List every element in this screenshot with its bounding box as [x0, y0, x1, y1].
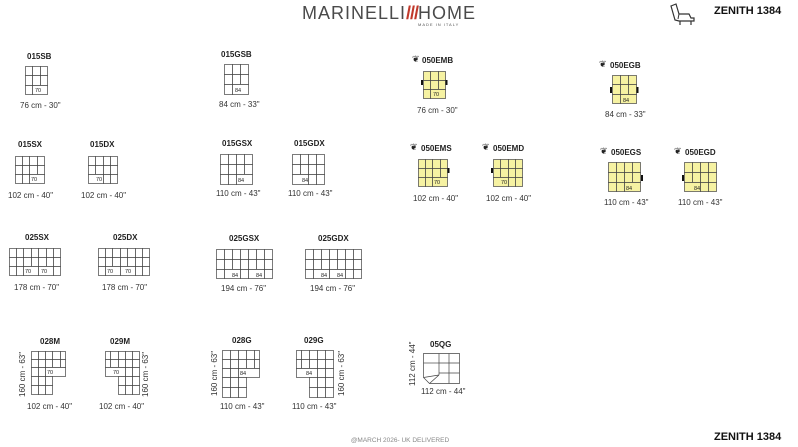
- unit-size: 84 cm - 33": [219, 100, 260, 109]
- unit-size: 102 cm - 40": [27, 402, 73, 411]
- recliner-chair-icon: [667, 2, 697, 26]
- unit-diagram-050EMD: [493, 159, 527, 189]
- unit-diagram-025SX: [9, 248, 63, 278]
- svg-text:84: 84: [321, 273, 328, 279]
- unit-size: 84 cm - 33": [605, 110, 646, 119]
- leaf-power-icon: ❦: [482, 142, 490, 152]
- unit-side-size: 160 cm - 63": [18, 351, 27, 397]
- unit-diagram-050EGB: [612, 75, 640, 105]
- unit-diagram-025GSX: [216, 249, 276, 281]
- unit-size: 194 cm - 76": [221, 284, 267, 293]
- unit-code: 025DX: [113, 233, 138, 242]
- unit-diagram-015GSB: [224, 64, 250, 96]
- unit-diagram-015SB: [25, 66, 49, 96]
- leaf-power-icon: ❦: [412, 54, 420, 64]
- unit-diagram-025GDX: [305, 249, 365, 281]
- leaf-power-icon: ❦: [599, 59, 607, 69]
- unit-code: 028M: [40, 337, 61, 346]
- svg-text:84: 84: [337, 273, 344, 279]
- unit-code: 050EGD: [685, 148, 716, 157]
- unit-code: 015DX: [90, 140, 115, 149]
- unit-diagram-050EMS: [418, 159, 452, 189]
- unit-size: 102 cm - 40": [8, 191, 54, 200]
- unit-code: 05QG: [430, 340, 452, 349]
- unit-diagram-015GDX: [292, 154, 326, 186]
- svg-text:70: 70: [434, 180, 441, 186]
- unit-code: 025GSX: [229, 234, 260, 243]
- unit-code: 015GSX: [222, 139, 253, 148]
- svg-text:84: 84: [302, 178, 309, 184]
- model-title-top: ZENITH 1384: [714, 5, 782, 17]
- brand-name: MARINELLI///HOME: [302, 3, 477, 23]
- unit-side-size: 160 cm - 63": [337, 350, 346, 396]
- unit-size: 102 cm - 40": [413, 194, 459, 203]
- footer-note: @MARCH 2026- UK DELIVERED: [350, 437, 450, 444]
- svg-text:84: 84: [235, 88, 242, 94]
- svg-text:84: 84: [623, 98, 630, 104]
- unit-code: 029G: [304, 336, 324, 345]
- svg-text:70: 70: [41, 269, 48, 275]
- leaf-power-icon: ❦: [674, 146, 682, 156]
- unit-diagram-028G: [222, 350, 262, 400]
- unit-code: 015GDX: [294, 139, 325, 148]
- svg-text:70: 70: [25, 269, 32, 275]
- unit-code: 025GDX: [318, 234, 349, 243]
- svg-text:70: 70: [35, 88, 42, 94]
- unit-code: 050EGB: [610, 61, 641, 70]
- unit-size: 76 cm - 30": [417, 106, 458, 115]
- unit-diagram-015SX: [15, 156, 47, 186]
- unit-code: 050EMS: [421, 144, 452, 153]
- unit-size: 110 cm - 43": [678, 198, 723, 207]
- unit-diagram-025DX: [98, 248, 152, 278]
- model-title-bottom: ZENITH 1384: [714, 431, 782, 443]
- unit-diagram-029G: [296, 350, 336, 400]
- unit-code: 028G: [232, 336, 252, 345]
- unit-diagram-050EGS: [608, 162, 646, 194]
- unit-code: 050EGS: [611, 148, 642, 157]
- svg-text:70: 70: [125, 269, 132, 275]
- unit-code: 029M: [110, 337, 131, 346]
- unit-code: 015SB: [27, 52, 52, 61]
- svg-text:84: 84: [232, 273, 239, 279]
- unit-size: 112 cm - 44": [421, 387, 466, 396]
- unit-size: 76 cm - 30": [20, 101, 61, 110]
- leaf-power-icon: ❦: [600, 146, 608, 156]
- svg-text:70: 70: [501, 180, 508, 186]
- brand-logo: [302, 3, 502, 29]
- svg-text:84: 84: [306, 371, 313, 377]
- unit-size: 110 cm - 43": [220, 402, 265, 411]
- unit-code: 025SX: [25, 233, 50, 242]
- leaf-power-icon: ❦: [410, 142, 418, 152]
- unit-diagram-015DX: [88, 156, 120, 186]
- svg-text:70: 70: [31, 177, 38, 183]
- unit-size: 102 cm - 40": [81, 191, 127, 200]
- svg-text:70: 70: [96, 177, 103, 183]
- unit-size: 194 cm - 76": [310, 284, 356, 293]
- svg-text:84: 84: [626, 186, 633, 192]
- svg-text:84: 84: [694, 186, 701, 192]
- unit-size: 110 cm - 43": [216, 189, 261, 198]
- unit-side-size: 160 cm - 63": [141, 351, 150, 397]
- unit-size: 102 cm - 40": [99, 402, 145, 411]
- unit-diagram-05QG: [423, 353, 461, 385]
- unit-size: 102 cm - 40": [486, 194, 532, 203]
- unit-size: 178 cm - 70": [102, 283, 148, 292]
- unit-diagram-050EMB: [423, 71, 451, 101]
- unit-size: 178 cm - 70": [14, 283, 60, 292]
- svg-text:70: 70: [113, 370, 120, 376]
- unit-code: 050EMD: [493, 144, 525, 153]
- unit-size: 110 cm - 43": [604, 198, 649, 207]
- unit-diagram-050EGD: [684, 162, 722, 194]
- svg-text:84: 84: [238, 178, 245, 184]
- unit-side-size: 160 cm - 63": [210, 350, 219, 396]
- svg-text:70: 70: [107, 269, 114, 275]
- unit-code: 015GSB: [221, 50, 252, 59]
- unit-diagram-029M: [105, 351, 141, 397]
- unit-code: 050EMB: [422, 56, 454, 65]
- unit-size: 110 cm - 43": [292, 402, 337, 411]
- unit-code: 015SX: [18, 140, 43, 149]
- unit-diagram-028M: [31, 351, 67, 397]
- svg-text:84: 84: [240, 371, 247, 377]
- unit-size: 110 cm - 43": [288, 189, 333, 198]
- svg-text:70: 70: [433, 92, 440, 98]
- unit-diagram-015GSX: [220, 154, 254, 186]
- svg-text:70: 70: [47, 370, 54, 376]
- brand-tagline: MADE IN ITALY: [418, 22, 460, 27]
- svg-text:84: 84: [256, 273, 263, 279]
- unit-side-size: 112 cm - 44": [408, 341, 417, 386]
